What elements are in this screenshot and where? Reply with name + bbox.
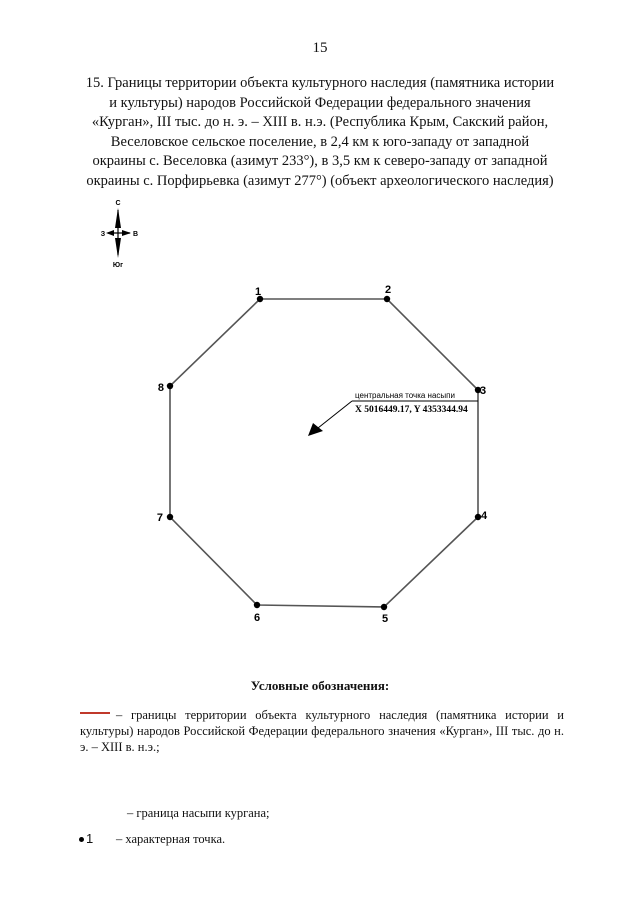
- central-point-coordinates: X 5016449.17, Y 4353344.94: [355, 405, 468, 415]
- compass-east-label: В: [133, 231, 139, 238]
- point-1: [255, 286, 263, 302]
- central-point-callout: [308, 391, 478, 436]
- point-8: [158, 382, 173, 394]
- arrow-icon: [308, 423, 323, 436]
- legend-title: Условные обозначения:: [250, 678, 390, 693]
- point-label: 1: [254, 286, 262, 298]
- heading-line: окраины с. Порфирьевка (азимут 277°) (объект археологического наследия): [86, 172, 554, 189]
- point-2: [384, 284, 391, 302]
- point-label: 8: [157, 382, 164, 394]
- point-4: [475, 510, 488, 522]
- legend-point-number: 1: [86, 831, 94, 846]
- heading-line: «Курган», III тыс. до н. э. – XIII в. н.э. (Республика Крым, Сакский район,: [91, 114, 549, 130]
- heading-line: 15. Границы территории объекта культурного наследия (памятника истории: [85, 75, 555, 91]
- compass-rose-icon: [101, 200, 138, 269]
- heading-line: окраины с. Веселовка (азимут 233°), в 3,5 км к северо-западу от западной: [92, 153, 548, 169]
- mound-boundary-outline: [170, 299, 478, 607]
- point-label: 4: [481, 510, 488, 522]
- point-3: [475, 385, 486, 397]
- compass-north-label: С: [115, 200, 121, 207]
- point-5: [381, 604, 388, 625]
- point-label: 6: [253, 612, 261, 624]
- central-point-label: центральная точка насыпи: [355, 391, 455, 400]
- point-label: 3: [480, 385, 487, 397]
- compass-west-label: З: [100, 231, 106, 238]
- legend-point-text: – характерная точка.: [116, 832, 226, 846]
- legend-mound-text: – граница насыпи кургана;: [127, 806, 270, 820]
- page-number: 15: [312, 40, 328, 56]
- heading-line: Веселовское сельское поселение, в 2,4 км к юго-западу от западной: [110, 133, 530, 150]
- point-marker-icon: [79, 837, 84, 842]
- point-label: 2: [384, 284, 392, 296]
- point-label: 7: [156, 512, 163, 524]
- legend-boundary-text: – границы территории объекта культурного наследия (памятника истории и культуры) народов Российской Федерации федерального значения «Курган», III тыс. до н. э. – XIII в. н.э.;: [80, 708, 564, 754]
- heading-line: и культуры) народов Российской Федерации федерального значения: [109, 94, 531, 111]
- point-6: [254, 602, 260, 624]
- compass-south-label: Юг: [112, 262, 124, 269]
- point-label: 5: [381, 613, 389, 625]
